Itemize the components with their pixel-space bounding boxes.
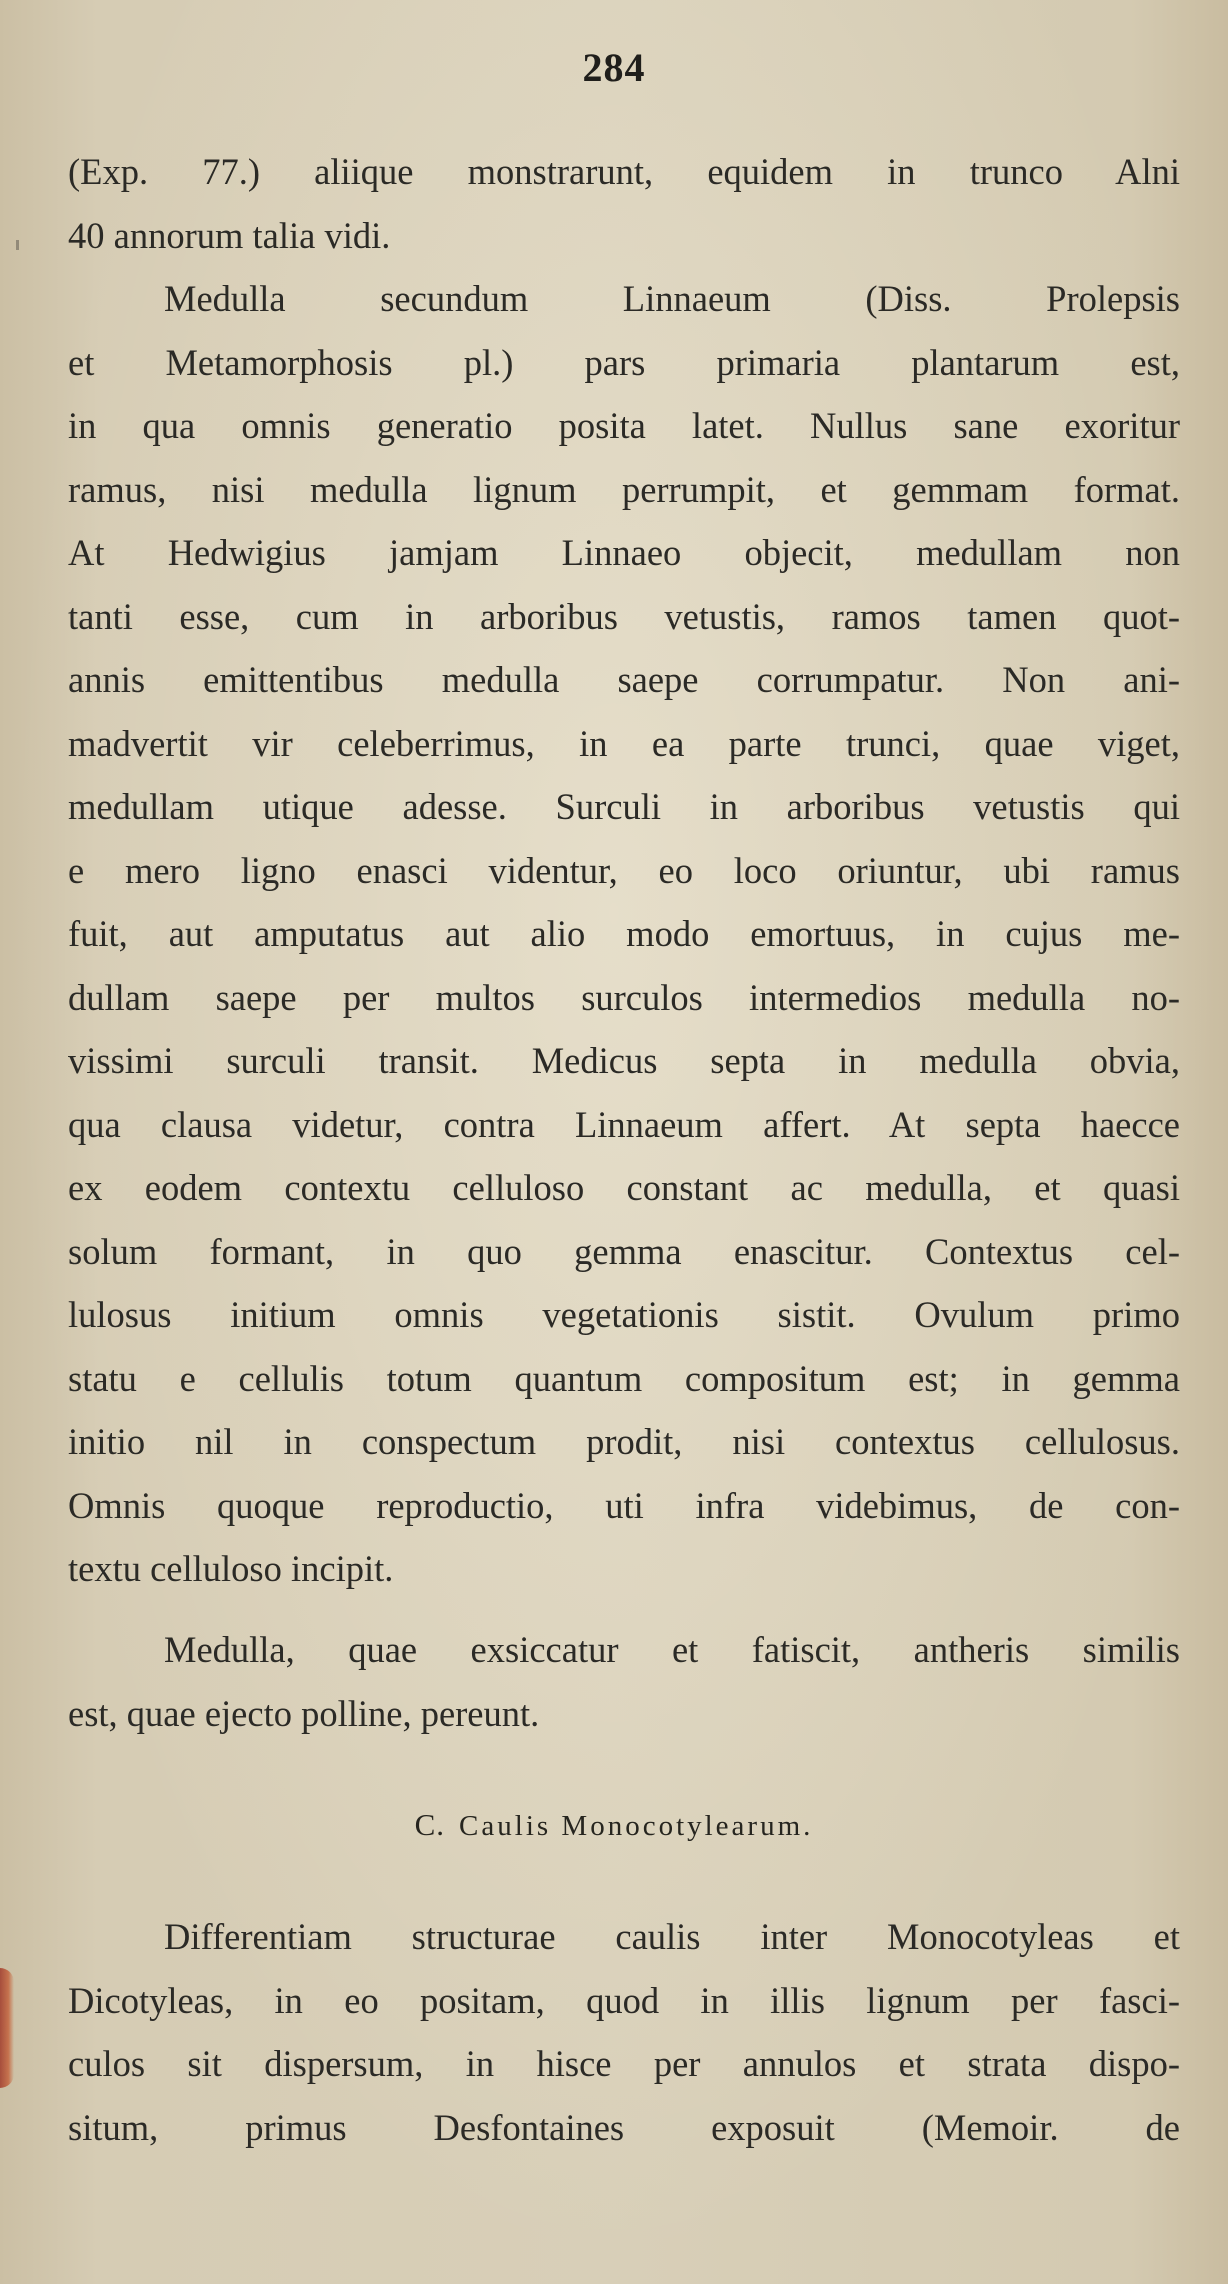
- text-line: textu celluloso incipit.: [68, 1548, 394, 1589]
- text-line: tanti esse, cum in arboribus vetustis, ramos tamen quot-: [68, 595, 1180, 637]
- text-line: Medulla secundum Linnaeum (Diss. Prolepsis: [164, 278, 1180, 319]
- text-line: At Hedwigius jamjam Linnaeo objecit, medullam non: [68, 532, 1180, 573]
- text-line: statu e cellulis totum quantum compositum est; in gemma: [68, 1357, 1180, 1399]
- text-line: dullam saepe per multos surculos intermedios medulla no-: [68, 976, 1180, 1018]
- text-line: est, quae ejecto polline, pereunt.: [68, 1692, 540, 1734]
- text-line: Differentiam structurae caulis inter Monocotyleas et: [164, 1916, 1180, 1957]
- text-line: lulosus initium omnis vegetationis sistit. Ovulum primo: [68, 1294, 1180, 1335]
- text-line: qua clausa videtur, contra Linnaeum affert. At septa haecce: [68, 1103, 1180, 1145]
- text-line: madvertit vir celeberrimus, in ea parte trunci, quae viget,: [68, 722, 1180, 764]
- text-line: Omnis quoque reproductio, uti infra videbimus, de con-: [68, 1484, 1180, 1526]
- text-line: Medulla, quae exsiccatur et fatiscit, antheris similis: [164, 1629, 1180, 1670]
- paragraph-medulla-antheris: [68, 1618, 1180, 1745]
- text-line: annis emittentibus medulla saepe corrumpatur. Non ani-: [68, 659, 1180, 700]
- text-line: (Exp. 77.) aliique monstrarunt, equidem in trunco Alni: [68, 151, 1180, 192]
- section-letter: C.: [414, 1807, 446, 1842]
- margin-speck: [16, 240, 19, 250]
- text-line: medullam utique adesse. Surculi in arboribus vetustis qui: [68, 786, 1180, 827]
- text-line: 40 annorum talia vidi.: [68, 214, 391, 256]
- text-line: in qua omnis generatio posita latet. Nullus sane exoritur: [68, 405, 1180, 446]
- text-line: fuit, aut amputatus aut alio modo emortuus, in cujus me-: [68, 913, 1180, 954]
- page-number: 284: [582, 45, 646, 90]
- text-line: situm, primus Desfontaines exposuit (Memoir. de: [68, 2106, 1180, 2148]
- text-line: ramus, nisi medulla lignum perrumpit, et gemmam format.: [68, 468, 1180, 510]
- paragraph-medulla-linnaeus: [68, 140, 1180, 1601]
- text-line: Dicotyleas, in eo positam, quod in illis lignum per fasci-: [68, 1979, 1180, 2021]
- text-line: et Metamorphosis pl.) pars primaria plantarum est,: [68, 341, 1180, 383]
- section-heading: [0, 1807, 1228, 1843]
- text-line: vissimi surculi transit. Medicus septa in medulla obvia,: [68, 1040, 1180, 1081]
- text-line: ex eodem contextu celluloso constant ac medulla, et quasi: [68, 1167, 1180, 1208]
- text-line: solum formant, in quo gemma enascitur. Contextus cel-: [68, 1230, 1180, 1272]
- paragraph-monocotyleas: [68, 1905, 1180, 2159]
- text-line: culos sit dispersum, in hisce per annulos et strata dispo-: [68, 2043, 1180, 2084]
- text-line: initio nil in conspectum prodit, nisi contextus cellulosus.: [68, 1421, 1180, 1462]
- section-title: Caulis Monocotylearum.: [459, 1810, 814, 1842]
- text-line: e mero ligno enasci videntur, eo loco oriuntur, ubi ramus: [68, 849, 1180, 891]
- page-edge-stain: [0, 1968, 14, 2088]
